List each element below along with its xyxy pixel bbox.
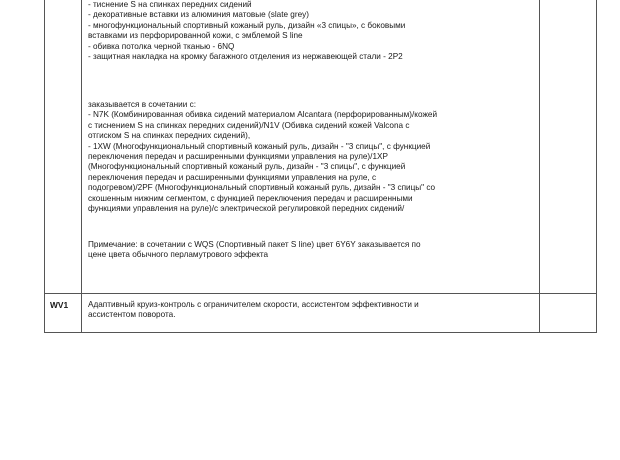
option-code: WV1 [50, 300, 69, 310]
combination-line: - 1XW (Многофункциональный спортивный кожаный руль, дизайн - "3 спицы", с функцией [88, 141, 431, 151]
description-line: ассистентом поворота. [88, 310, 176, 320]
combination-line: функциями управления на руле)/с электрической регулировкой передних сидений/ [88, 204, 405, 214]
equipment-list [88, 0, 536, 62]
equipment-line: - защитная накладка на кромку багажного отделения из нержавеющей стали - 2P2 [88, 52, 403, 62]
note-line: цене цвета обычного перламутрового эффекта [88, 250, 269, 260]
option-description [88, 300, 536, 321]
combination-line: подогревом)/2PF (Многофункциональный спортивный кожаный руль, дизайн - "3 спицы" со [88, 183, 436, 193]
combination-requirements [88, 100, 536, 214]
combination-line: отгиском S на спинках передних сидений), [88, 131, 251, 141]
combination-line: заказывается в сочетании с: [88, 100, 196, 109]
description-line: Адаптивный круиз-контроль с ограничителем скорости, ассистентом эффективности и [88, 300, 419, 309]
combination-line: переключения передач и расширенными функциями управления на руле, с [88, 172, 377, 182]
combination-line: с тиснением S на спинках передних сидений)/N1V (Обивка сидений кожей Valcona с [88, 120, 410, 130]
combination-line: (Многофункциональный спортивный кожаный руль, дизайн - "3 спицы", с функцией [88, 162, 406, 172]
equipment-line: - тиснение S на спинках передних сидений [88, 0, 252, 9]
note-line: Примечание: в сочетании с WQS (Спортивный пакет S line) цвет 6Y6Y заказывается по [88, 240, 421, 249]
row-divider [45, 293, 596, 294]
option-table [44, 0, 597, 333]
equipment-line: - обивка потолка черной тканью - 6NQ [88, 41, 235, 51]
column-divider-price [539, 0, 540, 332]
combination-line: скошенным нижним сегментом, с функцией переключения передач и расширенными [88, 193, 413, 203]
equipment-line: - многофункциональный спортивный кожаный руль, дизайн «3 спицы», с боковыми [88, 20, 406, 30]
column-divider-code [81, 0, 82, 332]
combination-line: - N7K (Комбинированная обивка сидений материалом Alcantara (перфорированным)/кожей [88, 110, 438, 120]
combination-line: переключения передач и расширенными функциями управления на руле)/1XP [88, 152, 388, 162]
note [88, 240, 536, 261]
equipment-line: вставками из перфорированной кожи, с эмблемой S line [88, 31, 303, 41]
equipment-line: - декоративные вставки из алюминия матовые (slate grey) [88, 10, 309, 20]
